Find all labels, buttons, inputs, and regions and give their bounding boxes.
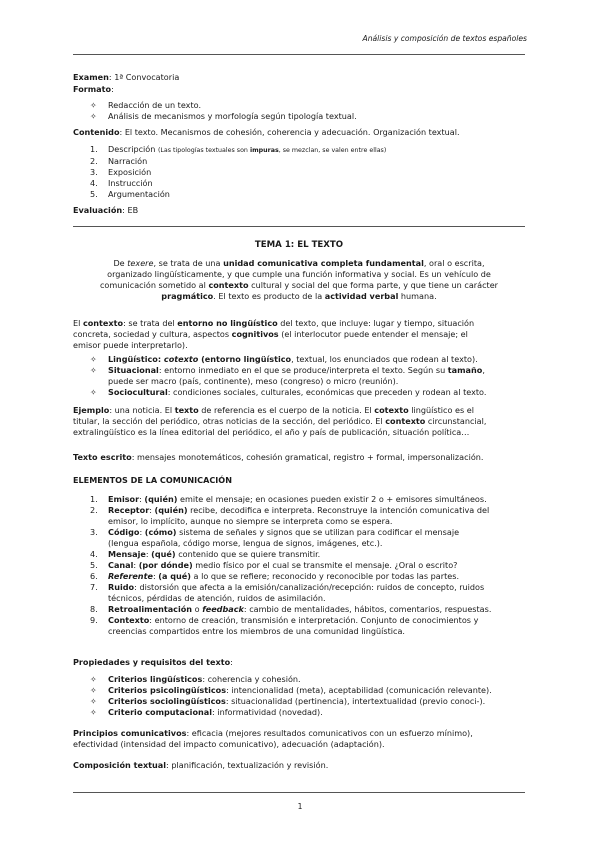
examen-line <box>73 72 525 83</box>
list-item: 5. Argumentación <box>90 189 170 199</box>
list-item: 8. Retroalimentación o feedback: cambio de mentalidades, hábitos, comentarios, respuestas. <box>90 604 492 614</box>
propiedades-title: Propiedades y requisitos del texto: <box>73 657 233 667</box>
list-item: 3. Exposición <box>90 167 152 177</box>
diamond-bullet-icon: ✧ <box>90 708 97 717</box>
diamond-bullet-icon: ✧ <box>90 355 97 364</box>
diamond-bullet-icon: ✧ <box>90 388 97 397</box>
tema-intro: De texere, se trata de una unidad comunicativa completa fundamental, oral o escrita, organizado lingüísticamente, y que cumple una función informativa y social. Es un vehículo de comunicación sometido al contexto cultural y social del que forma parte, y que tiene un carácter pragmático. El texto es producto de la actividad verbal humana. <box>99 258 499 301</box>
evaluacion-line: Evaluación: EB <box>73 205 139 215</box>
list-item: ✧ Criterios lingüísticos: coherencia y cohesión. <box>90 674 301 684</box>
diamond-bullet-icon: ✧ <box>90 101 97 110</box>
list-item: 4. Instrucción <box>90 178 153 188</box>
list-item: ✧ Criterios psicolingüísticos: intencionalidad (meta), aceptabilidad (comunicación relevante). <box>90 685 492 695</box>
principios-paragraph: Principios comunicativos: eficacia (mejores resultados comunicativos con un esfuerzo mínimo), efectividad (intensidad del impacto comunicativo), adecuación (adaptación). <box>73 728 473 749</box>
tema-title: TEMA 1: EL TEXTO <box>254 240 344 250</box>
formato-line: Formato: <box>73 84 114 94</box>
list-item: ✧ Criterio computacional: informatividad (novedad). <box>90 707 323 717</box>
diamond-bullet-icon: ✧ <box>90 697 97 706</box>
list-item-continuation: creencias compartidos entre los miembros de una comunidad lingüística. <box>108 626 405 636</box>
list-item: 9. Contexto: entorno de creación, transmisión e interpretación. Conjunto de conocimientos y <box>90 615 479 625</box>
composicion-line: Composición textual: planificación, textualización y revisión. <box>73 760 329 770</box>
page-number: 1 <box>297 802 303 811</box>
contenido-label: Contenido <box>73 127 120 137</box>
contexto-list <box>90 354 487 398</box>
diamond-bullet-icon: ✧ <box>90 686 97 695</box>
formato-label: Formato <box>73 84 112 94</box>
list-item: 6. Referente: (a qué) a lo que se refiere; reconocido y reconocible por todas las partes. <box>90 571 460 581</box>
elementos-list <box>90 494 492 637</box>
list-item: ✧ Análisis de mecanismos y morfología según tipología textual. <box>90 111 357 121</box>
tipologias-note: (Las tipologías textuales son impuras, se mezclan, se valen entre ellas) <box>157 147 387 154</box>
list-item: 2. Narración <box>90 156 148 166</box>
list-item-continuation: técnicos, pérdidas de atención, ruidos de asimilación. <box>108 593 326 603</box>
header-divider <box>73 54 525 55</box>
list-item: ✧ Sociocultural: condiciones sociales, culturales, económicas que preceden y rodean al texto. <box>90 387 487 397</box>
elementos-title: ELEMENTOS DE LA COMUNICACIÓN <box>73 475 232 485</box>
list-item: 1. Descripción (Las tipologías textuales son impuras, se mezclan, se valen entre ellas) <box>90 144 387 154</box>
formato-list <box>90 100 357 122</box>
list-item: 7. Ruido: distorsión que afecta a la emisión/canalización/recepción: ruidos de concepto, ruidos <box>90 582 485 592</box>
section-divider <box>73 226 525 227</box>
examen-label: Examen <box>73 72 109 82</box>
diamond-bullet-icon: ✧ <box>90 366 97 375</box>
list-item: 2. Receptor: (quién) recibe, decodifica e interpreta. Reconstruye la intención comunicativa del <box>90 505 490 515</box>
propiedades-list <box>90 674 492 718</box>
list-item: ✧ Lingüístico: cotexto (entorno lingüístico, textual, los enunciados que rodean al texto). <box>90 354 478 364</box>
evaluacion-label: Evaluación <box>73 205 123 215</box>
contexto-paragraph: El contexto: se trata del entorno no lingüístico del texto, que incluye: lugar y tiempo, situación concreta, sociedad y cultura, aspectos cognitivos (el interlocutor puede entender el mensaje; el emisor puede interpretarlo). <box>73 318 475 350</box>
contenido-line: Contenido: El texto. Mecanismos de cohesión, coherencia y adecuación. Organización textual. <box>73 127 460 137</box>
footer-divider <box>73 792 525 793</box>
list-item: 1. Emisor: (quién) emite el mensaje; en ocasiones pueden existir 2 o + emisores simultáneos. <box>90 494 487 504</box>
list-item: 4. Mensaje: (qué) contenido que se quiere transmitir. <box>90 549 321 559</box>
list-item-continuation: (lengua española, código morse, lengua de signos, imágenes, etc.). <box>108 538 383 548</box>
list-item-continuation: puede ser macro (país, continente), meso (congreso) o micro (reunión). <box>108 376 399 386</box>
list-item: 5. Canal: (por dónde) medio físico por el cual se transmite el mensaje. ¿Oral o escrito? <box>90 560 458 570</box>
diamond-bullet-icon: ✧ <box>90 112 97 121</box>
texto-escrito-line: Texto escrito: mensajes monotemáticos, cohesión gramatical, registro + formal, impersonalización. <box>73 452 484 462</box>
examen-value: : 1ª Convocatoria <box>108 72 180 82</box>
list-item: ✧ Criterios sociolingüísticos: situacionalidad (pertinencia), intertextualidad (previo conoci-). <box>90 696 486 706</box>
list-item: ✧ Situacional: entorno inmediato en el que se produce/interpreta el texto. Según su tamaño, <box>90 365 485 375</box>
ejemplo-paragraph: Ejemplo: una noticia. El texto de referencia es el cuerpo de la noticia. El cotexto lingüístico es el titular, la sección del periódico, otras noticias de la sección, del periódico. El contexto circunstancial, extralingüístico es la línea editorial del periódico, el año y país de publicación, situación política… <box>73 405 487 437</box>
running-header: Análisis y composición de textos españoles <box>362 34 527 43</box>
list-item: 3. Código: (cómo) sistema de señales y signos que se utilizan para codificar el mensaje <box>90 527 460 537</box>
list-item: ✧ Redacción de un texto. <box>90 100 202 110</box>
list-item-continuation: emisor, lo implícito, aunque no siempre se interpreta como se espera. <box>108 516 393 526</box>
diamond-bullet-icon: ✧ <box>90 675 97 684</box>
tipologias-list <box>90 144 387 200</box>
